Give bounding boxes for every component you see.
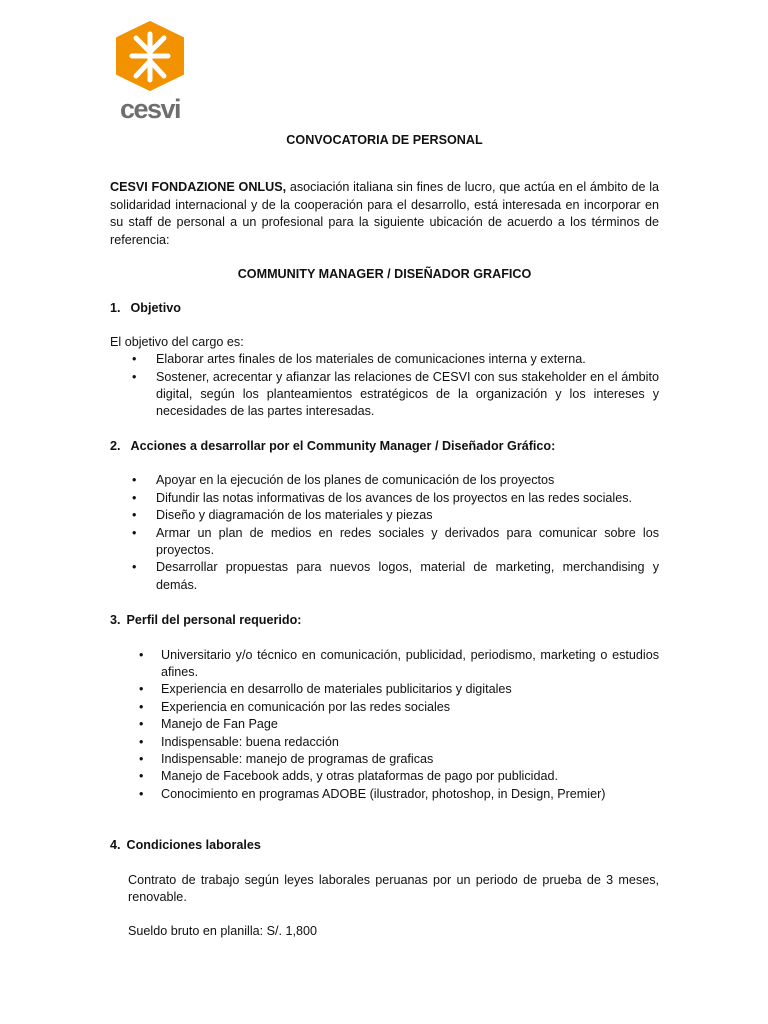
list-item [110,351,659,368]
list-item-text: Sostener, acrecentar y afianzar las relaciones de CESVI con sus stakeholder en el ámbito digital, según los planteamientos estratégicos de la organización y los intereses y necesidades de las partes interesadas. [156,369,659,419]
bullet-icon: • [139,682,144,697]
list-item [110,716,659,733]
bullet-icon: • [132,369,137,384]
section-4-heading [110,837,659,854]
section-2-heading [110,438,659,455]
section-4-number: 4. [110,838,121,853]
list-item [110,525,659,560]
list-item-text: Universitario y/o técnico en comunicación, publicidad, periodismo, marketing o estudios afines. [161,647,659,679]
bullet-icon: • [139,647,144,662]
section-3-number: 3. [110,613,121,628]
section-3-heading [110,612,659,629]
section-3-list [110,647,659,804]
list-item-text: Indispensable: manejo de programas de graficas [161,751,434,766]
bullet-icon: • [139,717,144,732]
bullet-icon: • [132,508,137,523]
list-item [110,786,659,803]
list-item [110,768,659,785]
logo-wordmark: cesvi [119,94,181,124]
list-item-text: Conocimiento en programas ADOBE (ilustrador, photoshop, in Design, Premier) [161,786,606,801]
section-1-title: Objetivo [130,301,181,316]
position-title: COMMUNITY MANAGER / DISEÑADOR GRAFICO [237,267,532,282]
section-4-title: Condiciones laborales [126,838,261,853]
list-item [110,681,659,698]
document-body [110,130,659,941]
list-item [110,369,659,421]
section-2-title: Acciones a desarrollar por el Community Manager / Diseñador Gráfico: [130,438,556,453]
page-title: CONVOCATORIA DE PERSONAL [286,133,483,147]
section-3-title: Perfil del personal requerido: [126,613,302,628]
bullet-icon: • [132,490,137,505]
list-item-text: Experiencia en desarrollo de materiales publicitarios y digitales [161,682,512,697]
list-item-text: Diseño y diagramación de los materiales y piezas [156,508,433,523]
list-item [110,490,659,507]
cesvi-logo [112,20,188,124]
list-item [110,699,659,716]
list-item [110,647,659,682]
section-4-salary: Sueldo bruto en planilla: S/. 1,800 [128,924,318,939]
intro-text: asociación italiana sin fines de lucro, que actúa en el ámbito de la solidaridad internacional y de la cooperación para el desarrollo, está interesada en incorporar en su staff de personal a un profesional para la siguiente ubicación de acuerdo a los términos de referencia: [110,180,659,247]
bullet-icon: • [139,769,144,784]
section-4-contract: Contrato de trabajo según leyes laborales peruanas por un periodo de prueba de 3 meses, renovable. [128,872,659,904]
section-2-list [110,472,659,594]
list-item-text: Elaborar artes finales de los materiales de comunicaciones interna y externa. [156,352,586,367]
bullet-icon: • [132,525,137,540]
list-item-text: Experiencia en comunicación por las redes sociales [161,699,451,714]
intro-paragraph [110,179,659,249]
section-1-lead: El objetivo del cargo es: [110,334,244,349]
list-item-text: Difundir las notas informativas de los avances de los proyectos en las redes sociales. [156,490,633,505]
list-item-text: Apoyar en la ejecución de los planes de comunicación de los proyectos [156,473,555,488]
section-1-number: 1. [110,301,121,316]
bullet-icon: • [139,734,144,749]
cesvi-hexagon-emblem-icon [112,20,188,92]
list-item-text: Desarrollar propuestas para nuevos logos, material de marketing, merchandising y demás. [156,560,659,592]
intro-org-name: CESVI FONDAZIONE ONLUS, [110,180,287,195]
list-item-text: Armar un plan de medios en redes sociales y derivados para comunicar sobre los proyectos. [156,525,659,557]
bullet-icon: • [139,699,144,714]
list-item-text: Manejo de Fan Page [161,717,278,732]
section-1-list [110,351,659,421]
bullet-icon: • [132,473,137,488]
list-item [110,472,659,489]
bullet-icon: • [132,352,137,367]
section-1-heading [110,300,659,317]
list-item [110,734,659,751]
list-item-text: Indispensable: buena redacción [161,734,339,749]
bullet-icon: • [132,560,137,575]
list-item-text: Manejo de Facebook adds, y otras plataformas de pago por publicidad. [161,769,558,784]
section-2-number: 2. [110,438,121,453]
bullet-icon: • [139,786,144,801]
list-item [110,559,659,594]
bullet-icon: • [139,751,144,766]
list-item [110,751,659,768]
list-item [110,507,659,524]
